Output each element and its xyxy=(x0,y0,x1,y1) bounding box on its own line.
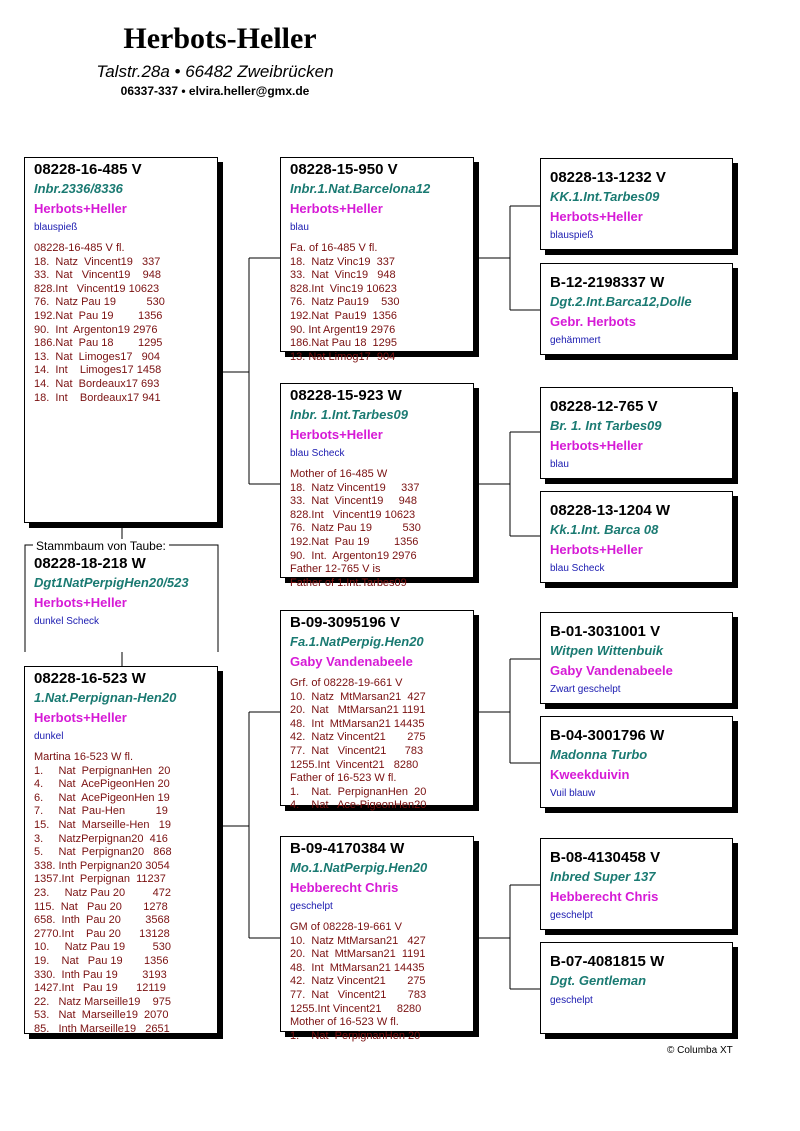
bird-card-ggp-7 xyxy=(540,838,733,930)
ring-number: 08228-13-1204 W xyxy=(550,502,671,519)
bird-title: Inbr.2336/8336 xyxy=(34,181,123,196)
ring-number: B-01-3031001 V xyxy=(550,623,661,640)
bird-color: Zwart geschelpt xyxy=(550,684,621,695)
bird-card-ggp-2 xyxy=(540,263,733,355)
bird-title: Mo.1.NatPerpig.Hen20 xyxy=(290,860,428,875)
bird-owner: Gebr. Herbots xyxy=(550,314,636,329)
pedigree-label: Stammbaum von Taube: xyxy=(33,539,169,553)
bird-card-paternal-grandfather xyxy=(280,157,474,363)
bird-title: Madonna Turbo xyxy=(550,747,648,762)
bird-owner: Herbots+Heller xyxy=(550,438,643,453)
ring-number: 08228-16-523 W xyxy=(34,670,146,687)
bird-owner: Herbots+Heller xyxy=(290,427,383,442)
breeder-contact: 06337-337 • elvira.heller@gmx.de xyxy=(120,84,310,98)
bird-color: geschelpt xyxy=(550,910,593,921)
ring-number: 08228-13-1232 V xyxy=(550,169,666,186)
bird-title: KK.1.Int.Tarbes09 xyxy=(550,189,660,204)
ring-number: 08228-16-485 V xyxy=(34,161,142,178)
ring-number: B-08-4130458 V xyxy=(550,849,661,866)
bird-card-ggp-1 xyxy=(540,158,733,250)
bird-color: blauspieß xyxy=(550,230,594,241)
bird-title: Inbr.1.Nat.Barcelona12 xyxy=(290,181,431,196)
bird-color: blau xyxy=(550,459,569,470)
bird-owner: Herbots+Heller xyxy=(550,542,643,557)
copyright-footer: © Columba XT xyxy=(667,1045,733,1056)
bird-card-mother xyxy=(24,666,218,1034)
bird-color: geschelpt xyxy=(550,995,593,1006)
bird-owner: Herbots+Heller xyxy=(34,595,127,610)
ring-number: 08228-15-950 V xyxy=(290,161,398,178)
bird-color: Vuil blauw xyxy=(550,788,596,799)
bird-owner: Herbots+Heller xyxy=(34,201,127,216)
bird-color: dunkel Scheck xyxy=(34,616,100,627)
bird-owner: Hebberecht Chris xyxy=(290,880,399,895)
bird-color: blau xyxy=(290,222,309,233)
bird-performance: GM of 08228-19-661 V 10. Natz MtMarsan21 427 20. Nat MtMarsan21 1191 48. Int MtMarsan21 14435 42. Natz Vincent21 275 77. Nat Vincent21 783 1255.Int Vincent21 8280 Mother of 16-523 W fl. 1. Nat PerpignanHen 20 xyxy=(290,921,427,1042)
bird-card-subject xyxy=(25,552,218,652)
bird-performance: Martina 16-523 W fl. 1. Nat PerpignanHen 20 4. Nat AcePigeonHen 20 6. Nat AcePigeonHen 19 7. Nat Pau-Hen 19 15. Nat Marseille-Hen 19 3. NatzPerpignan20 416 5. Nat Perpignan20 868 338. Inth Perpignan20 3054 1357.Int Perpignan 11237 23. Natz Pau 20 472 115. Nat Pau 20 1278 658. Inth Pau 20 3568 2770.Int Pau 20 13128 10. Natz Pau 19 530 19. Nat Pau 19 1356 330. Inth Pau 19 3193 1427.Int Pau 19 12119 22. Natz Marseille19 975 53. Nat Marseille19 2070 85. Inth Marseille19 2651 xyxy=(34,751,172,1035)
bird-owner: Kweekduivin xyxy=(550,767,630,782)
ring-number: B-04-3001796 W xyxy=(550,727,665,744)
bird-title: Witpen Wittenbuik xyxy=(550,643,664,658)
bird-title: Dgt.2.Int.Barca12,Dolle xyxy=(550,294,692,309)
breeder-address: Talstr.28a • 66482 Zweibrücken xyxy=(96,62,334,81)
bird-title: Dgt. Gentleman xyxy=(550,973,647,988)
bird-card-ggp-6 xyxy=(540,716,733,808)
bird-card-maternal-grandfather xyxy=(280,610,474,812)
ring-number: B-12-2198337 W xyxy=(550,274,665,291)
bird-color: blauspieß xyxy=(34,222,78,233)
bird-performance: 08228-16-485 V fl. 18. Natz Vincent19 337 33. Nat Vincent19 948 828.Int Vincent19 10623 76. Natz Pau 19 530 192.Nat Pau 19 1356 90. Int Argenton19 2976 186.Nat Pau 18 1295 13. Nat Limoges17 904 14. Int Limoges17 1458 14. Nat Bordeaux17 693 18. Int Bordeaux17 941 xyxy=(34,242,165,404)
bird-card-father xyxy=(24,157,218,523)
bird-card-ggp-5 xyxy=(540,612,733,704)
bird-card-ggp-8 xyxy=(540,942,733,1034)
ring-number: B-07-4081815 W xyxy=(550,953,665,970)
bird-color: geschelpt xyxy=(290,901,333,912)
bird-title: Br. 1. Int Tarbes09 xyxy=(550,418,662,433)
breeder-name: Herbots-Heller xyxy=(123,22,317,55)
bird-owner: Herbots+Heller xyxy=(34,710,127,725)
bird-title: Kk.1.Int. Barca 08 xyxy=(550,522,659,537)
bird-title: Fa.1.NatPerpig.Hen20 xyxy=(290,634,424,649)
bird-owner: Herbots+Heller xyxy=(290,201,383,216)
bird-owner: Gaby Vandenabeele xyxy=(290,654,413,669)
bird-performance: Mother of 16-485 W 18. Natz Vincent19 337 33. Nat Vincent19 948 828.Int Vincent19 10623 76. Natz Pau 19 530 192.Nat Pau 19 1356 90. Int. Argenton19 2976 Father 12-765 V is Father of 1.Int.Tarbes09 xyxy=(290,468,421,589)
bird-card-ggp-3 xyxy=(540,387,733,479)
bird-title: Inbred Super 137 xyxy=(550,869,656,884)
ring-number: B-09-3095196 V xyxy=(290,614,401,631)
bird-color: gehämmert xyxy=(550,335,601,346)
bird-card-ggp-4 xyxy=(540,491,733,583)
bird-card-maternal-grandmother xyxy=(280,836,474,1042)
bird-performance: Fa. of 16-485 V fl. 18. Natz Vinc19 337 33. Nat Vinc19 948 828.Int Vinc19 10623 76. Natz Pau19 530 192.Nat Pau19 1356 90. Int Argent19 2976 186.Nat Pau 18 1295 13. Nat Limog17 904 xyxy=(290,242,400,363)
bird-title: Dgt1NatPerpigHen20/523 xyxy=(34,575,189,590)
ring-number: B-09-4170384 W xyxy=(290,840,405,857)
bird-owner: Gaby Vandenabeele xyxy=(550,663,673,678)
bird-color: blau Scheck xyxy=(550,563,605,574)
bird-card-paternal-grandmother xyxy=(280,383,474,589)
bird-owner: Herbots+Heller xyxy=(550,209,643,224)
bird-performance: Grf. of 08228-19-661 V 10. Natz MtMarsan21 427 20. Nat MtMarsan21 1191 48. Int MtMarsan21 14435 42. Natz Vincent21 275 77. Nat Vincent21 783 1255.Int Vincent21 8280 Father of 16-523 W fl. 1. Nat. PerpignanHen 20 4. Nat Ace-PigeonHen20 xyxy=(290,677,427,812)
bird-color: dunkel xyxy=(34,731,64,742)
ring-number: 08228-15-923 W xyxy=(290,387,402,404)
bird-owner: Hebberecht Chris xyxy=(550,889,659,904)
bird-title: Inbr. 1.Int.Tarbes09 xyxy=(290,407,409,422)
bird-title: 1.Nat.Perpignan-Hen20 xyxy=(34,690,177,705)
ring-number: 08228-12-765 V xyxy=(550,398,658,415)
bird-color: blau Scheck xyxy=(290,448,345,459)
ring-number: 08228-18-218 W xyxy=(34,555,146,572)
